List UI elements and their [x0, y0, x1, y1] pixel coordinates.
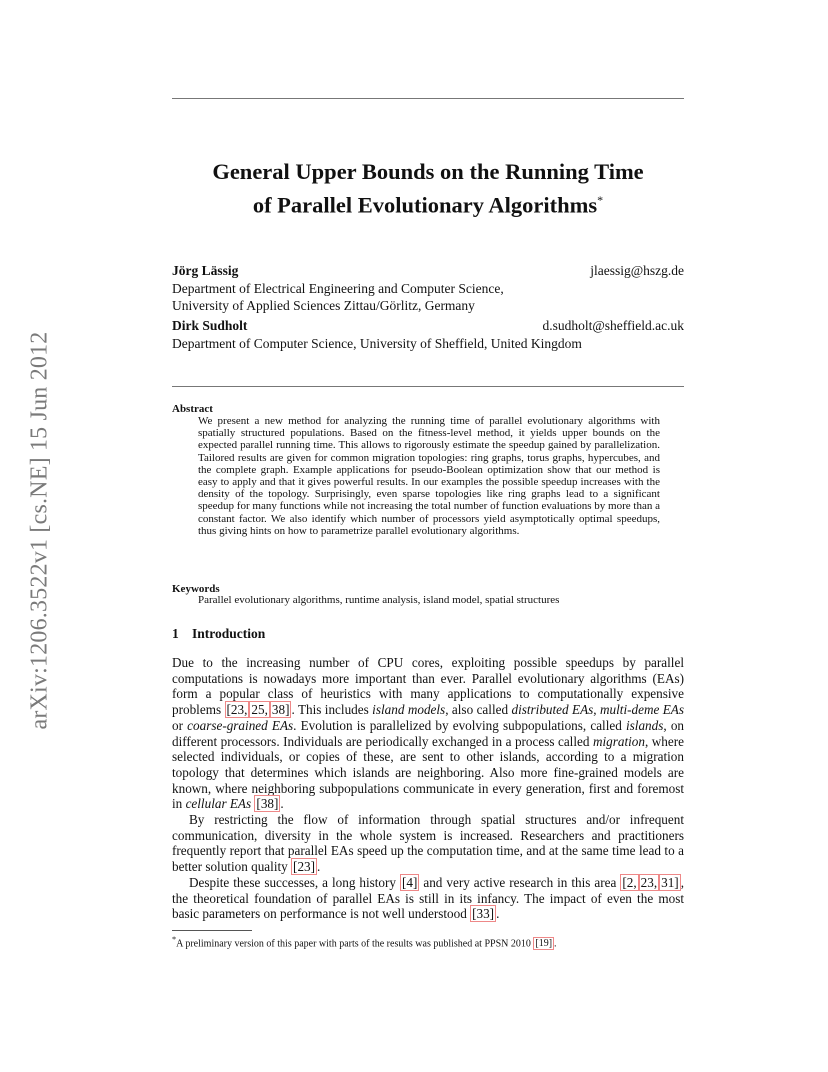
author-2-email[interactable]: d.sudholt@sheffield.ac.uk [542, 318, 684, 333]
citation-link[interactable]: 31] [661, 874, 679, 890]
author-1-affil-line-1: Department of Electrical Engineering and Computer Science, [172, 281, 504, 296]
footnote-marker: * [172, 935, 177, 944]
citation-link[interactable]: [19] [535, 938, 553, 950]
arxiv-identifier-text: arXiv:1206.3522v1 [cs.NE] 15 Jun 2012 [26, 330, 53, 730]
paper-title [172, 157, 684, 220]
citation-link[interactable]: [2, [622, 874, 637, 890]
author-1-affiliation [172, 280, 684, 314]
citation-link[interactable]: [38] [256, 796, 279, 812]
author-2-affiliation [172, 335, 684, 352]
section-title: Introduction [192, 626, 266, 641]
mid-rule [172, 386, 684, 387]
section-heading-introduction [172, 626, 265, 642]
title-line-1: General Upper Bounds on the Running Time [212, 159, 644, 184]
paragraph-2: By restricting the flow of information through spatial structures and/or infrequent communication, diversity in the whole system is increased. Researchers and practitioners frequently report that parallel EAs speed up the computation time, and at the same time lead to a better solution quality [23] . [172, 812, 684, 875]
paragraph-1: Due to the increasing number of CPU cores, exploiting possible speedups by parallel computations is nowadays more important than ever. Parallel evolutionary algorithms (EAs) form a popular class of heuristics with many applications to computationally expensive problems [23, 25, 38] . This includes island models, also called distributed EAs, multi-deme EAs or coarse-grained EAs. Evolution is parallelized by evolving subpopulations, called islands, on different processors. Individuals are periodically exchanged in a process called migration, where selected individuals, or copies of these, are sent to other islands, according to a migration topology that determines which islands are neighboring. Also more fine-grained models are known, where neighboring subpopulations communicate in every generation, first and foremost in cellular EAs [38] . [172, 655, 684, 812]
title-line-2: of Parallel Evolutionary Algorithms* [252, 192, 604, 218]
author-1-row [172, 263, 684, 279]
top-rule [172, 98, 684, 99]
title-footnote-marker: * [597, 193, 604, 207]
citation-link[interactable]: 25, [251, 702, 268, 718]
abstract-text: We present a new method for analyzing the running time of parallel evolutionary algorithms with spatially structured populations. Based on the fitness-level method, it yields upper bounds on the expected parallel running time. This allows to rigorously estimate the speedup gained by parallelization. Tailored results are given for common migration topologies: ring graphs, torus graphs, hypercubes, and the complete graph. Example applications for pseudo-Boolean optimization show that our method is easy to apply and that it gives powerful results. In our examples the possible speedup increases with the density of the topology. Surprisingly, even sparse topologies like ring graphs lead to a significant speedup for many functions while not increasing the total number of function evaluations by more than a constant factor. We also identify which number of processors yield asymptotically optimal speedups, thus giving hints on how to parametrize parallel evolutionary algorithms. [198, 415, 660, 537]
section-number: 1 [172, 626, 179, 641]
author-2-row [172, 318, 684, 334]
author-1-affil-line-2: University of Applied Sciences Zittau/Görlitz, Germany [172, 298, 475, 313]
author-1-email[interactable]: jlaessig@hszg.de [590, 263, 684, 278]
abstract-heading: Abstract [172, 403, 213, 415]
citation-link[interactable]: [33] [472, 906, 495, 922]
citation-link[interactable]: 38] [271, 702, 290, 718]
citation-link[interactable]: [23, [226, 702, 248, 718]
citation-link[interactable]: [4] [402, 874, 418, 890]
arxiv-identifier-stamp [20, 295, 60, 765]
keywords-heading: Keywords [172, 583, 220, 595]
keywords-text: Parallel evolutionary algorithms, runtime analysis, island model, spatial structures [198, 594, 560, 606]
footnote: *A preliminary version of this paper with parts of the results was published at PPSN 2010 [19] . [172, 935, 557, 950]
author-1-name: Jörg Lässig [172, 263, 239, 278]
author-2-name: Dirk Sudholt [172, 318, 248, 333]
paragraph-3: Despite these successes, a long history [4] and very active research in this area [2, 23, 31] , the theoretical foundation of parallel EAs is still in its infancy. The impact of even the most basic parameters on performance is not well understood [33] . [172, 874, 684, 922]
introduction-body [172, 655, 684, 922]
footnote-rule [172, 930, 252, 931]
footnote-text: A preliminary version of this paper with parts of the results was published at PPSN 2010 [176, 938, 534, 950]
citation-link[interactable]: 23, [640, 874, 658, 890]
author-2-affil-line-1: Department of Computer Science, University of Sheffield, United Kingdom [172, 336, 582, 351]
citation-link[interactable]: [23] [293, 859, 316, 875]
